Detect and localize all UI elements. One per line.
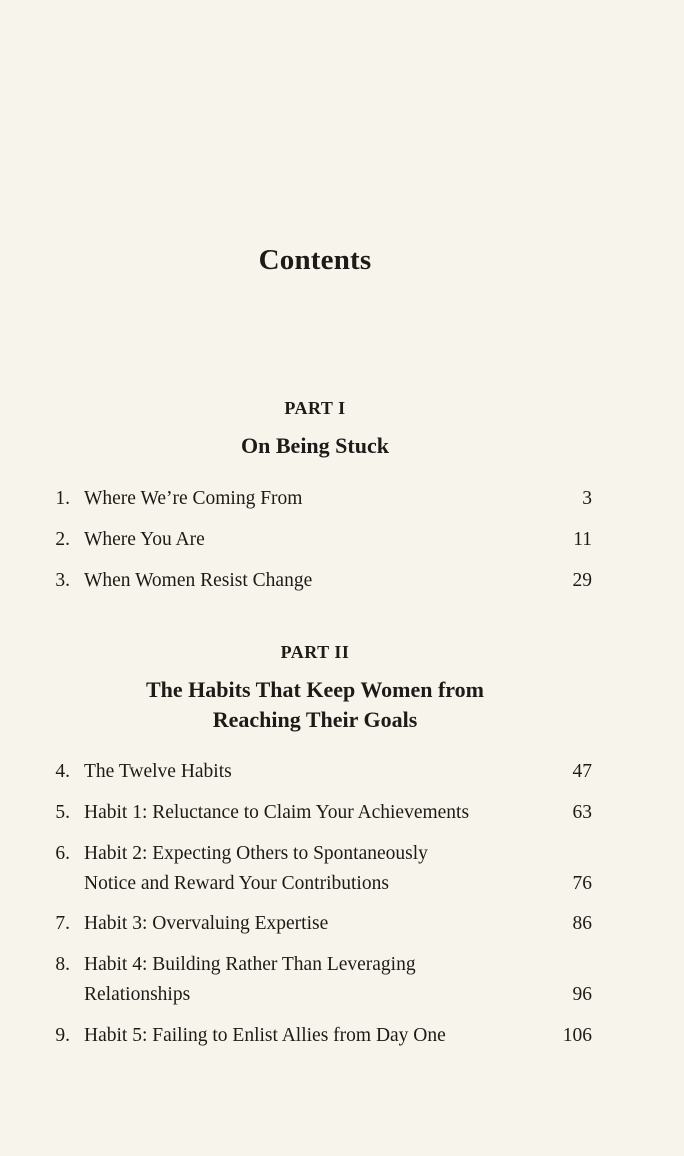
- toc-entry-title: Where We’re Coming From: [84, 488, 303, 509]
- toc-entry-number: 5.: [55, 802, 70, 823]
- toc-entry[interactable]: [0, 909, 684, 939]
- toc-entry-number: 8.: [55, 954, 70, 975]
- toc-entry-title: The Twelve Habits: [84, 761, 232, 782]
- toc-entry-title-line: Habit 2: Expecting Others to Spontaneously: [84, 843, 428, 864]
- toc-entry-page: 3: [582, 488, 592, 509]
- toc-entry-page: 96: [572, 984, 592, 1005]
- toc-entry-page: 11: [573, 529, 592, 550]
- part-title: [0, 431, 630, 461]
- toc-entry[interactable]: [0, 798, 684, 828]
- toc-entry-page: 63: [572, 802, 592, 823]
- toc-entry[interactable]: [0, 839, 684, 899]
- toc-entry-title: Habit 1: Reluctance to Claim Your Achievements: [84, 802, 470, 823]
- part-title-line: The Habits That Keep Women from: [146, 677, 484, 702]
- toc-entry-page: 106: [562, 1025, 592, 1046]
- toc-entry[interactable]: [0, 757, 684, 787]
- toc-entry-title-line: Notice and Reward Your Contributions: [84, 873, 389, 894]
- part-title: [0, 675, 630, 735]
- part-title-line: Reaching Their Goals: [212, 707, 418, 732]
- toc-entry[interactable]: [0, 950, 684, 1010]
- toc-entry-number: 3.: [55, 570, 70, 591]
- toc-entry-title: Habit 5: Failing to Enlist Allies from Day One: [84, 1025, 446, 1046]
- toc-entry[interactable]: [0, 566, 684, 596]
- toc-entry-number: 9.: [55, 1025, 70, 1046]
- toc-entry-page: 29: [572, 570, 592, 591]
- page-title: Contents: [258, 244, 372, 276]
- part-label: PART I: [284, 398, 346, 418]
- toc-entry[interactable]: [0, 1021, 684, 1051]
- toc-entry-title-line: Relationships: [84, 984, 191, 1005]
- toc-entry-page: 47: [572, 761, 592, 782]
- toc-entry-title-line: Habit 4: Building Rather Than Leveraging: [84, 954, 416, 975]
- toc-entry-number: 4.: [55, 761, 70, 782]
- part-title-line: On Being Stuck: [241, 433, 389, 458]
- toc-entry-title: Habit 3: Overvaluing Expertise: [84, 913, 329, 934]
- toc-entry-number: 6.: [55, 843, 70, 864]
- toc-entry-title: [84, 839, 524, 899]
- toc-entry-number: 7.: [55, 913, 70, 934]
- toc-entry-page: 76: [572, 873, 592, 894]
- toc-entry-number: 2.: [55, 529, 70, 550]
- toc-entry[interactable]: [0, 484, 684, 514]
- toc-entry[interactable]: [0, 525, 684, 555]
- toc-entry-title: When Women Resist Change: [84, 570, 313, 591]
- toc-entry-title: Where You Are: [84, 529, 205, 550]
- part-label: PART II: [280, 642, 350, 662]
- toc-entry-title: [84, 950, 524, 1010]
- toc-entry-number: 1.: [55, 488, 70, 509]
- toc-entry-page: 86: [572, 913, 592, 934]
